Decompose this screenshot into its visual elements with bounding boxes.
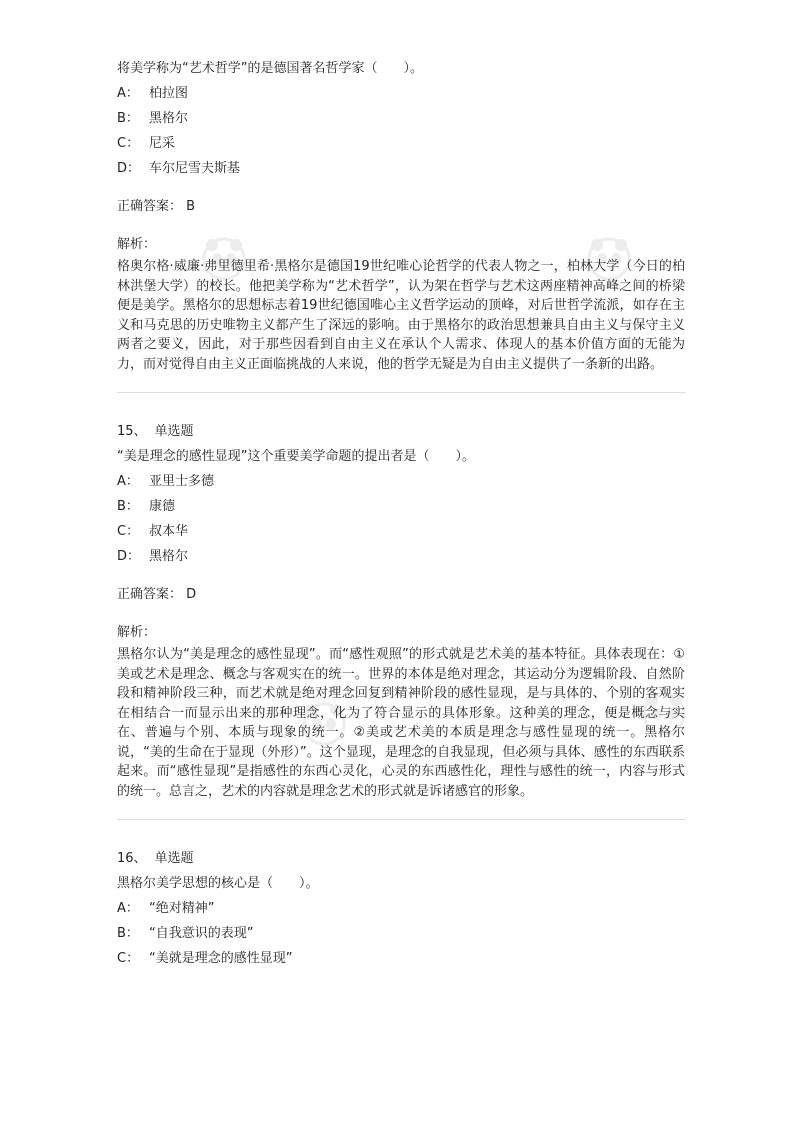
question-number: 15、 xyxy=(117,424,147,439)
correct-answer xyxy=(117,582,685,607)
answer-label: 正确答案： xyxy=(117,199,183,214)
question-type: 单选题 xyxy=(154,851,194,866)
option-label: D： xyxy=(117,549,141,564)
option-text: “自我意识的表现” xyxy=(149,926,254,941)
question-block xyxy=(117,846,685,971)
option-label: C： xyxy=(117,136,140,151)
question-type: 单选题 xyxy=(154,424,194,439)
question-header xyxy=(117,419,685,444)
option-a xyxy=(117,81,685,106)
question-stem: “美是理念的感性显现”这个重要美学命题的提出者是（ ）。 xyxy=(117,449,475,464)
option-a xyxy=(117,896,685,921)
question-block xyxy=(117,56,685,374)
answer-label: 正确答案： xyxy=(117,587,183,602)
option-label: A： xyxy=(117,901,139,916)
option-text: 尼采 xyxy=(149,136,176,151)
option-text: 叔本华 xyxy=(149,524,189,539)
question-header xyxy=(117,846,685,871)
option-a xyxy=(117,469,685,494)
option-c xyxy=(117,519,685,544)
question-number: 16、 xyxy=(117,851,147,866)
option-text: 康德 xyxy=(149,499,176,514)
option-b xyxy=(117,494,685,519)
option-label: B： xyxy=(117,499,139,514)
exam-document xyxy=(117,56,685,971)
option-d xyxy=(117,156,685,181)
option-label: A： xyxy=(117,86,139,101)
option-d xyxy=(117,544,685,569)
option-text: 黑格尔 xyxy=(149,549,189,564)
option-text: “绝对精神” xyxy=(149,901,215,916)
analysis-text: 格奥尔格·威廉·弗里德里希·黑格尔是德国19世纪唯心论哲学的代表人物之一，柏林大学（今日的柏林洪堡大学）的校长。他把美学称为“艺术哲学”，认为架在哲学与艺术这两座精神高峰之间的桥梁便是美学。黑格尔的思想标志着19世纪德国唯心主义哲学运动的顶峰，对后世哲学流派，如存在主义和马克思的历史唯物主义都产生了深远的影响。由于黑格尔的政治思想兼具自由主义与保守主义两者之要义，因此，对于那些因看到自由主义在承认个人需求、体现人的基本价值方面的无能为力，而对觉得自由主义正面临挑战的人来说，他的哲学无疑是为自由主义提供了一条新的出路。 xyxy=(117,259,685,372)
option-label: D： xyxy=(117,161,141,176)
correct-answer xyxy=(117,194,685,219)
option-b xyxy=(117,106,685,131)
analysis-text: 黑格尔认为“美是理念的感性显现”。而“感性观照”的形式就是艺术美的基本特征。具体表现在：①美或艺术是理念、概念与客观实在的统一。世界的本体是绝对理念，其运动分为逻辑阶段、自然阶段和精神阶段三种，而艺术就是绝对理念回复到精神阶段的感性显现，是与具体的、个别的客观实在相结合一而显示出来的那种理念，化为了符合显示的具体形象。这种美的理念，便是概念与实在、普遍与个别、本质与现象的统一。②美或艺术美的本质是理念与感性显现的统一。黑格尔说，“美的生命在于显现（外形）”。这个显现，是理念的自我显现，但必须与具体、感性的东西联系起来。而“感性显现”是指感性的东西心灵化，心灵的东西感性化，理性与感性的统一，内容与形式的统一。总言之，艺术的内容就是理念艺术的形式就是诉诸感官的形象。 xyxy=(117,647,685,799)
option-c xyxy=(117,946,685,971)
question-stem: 将美学称为“艺术哲学”的是德国著名哲学家（ ）。 xyxy=(117,61,423,76)
analysis-heading: 解析： xyxy=(117,625,157,640)
option-text: 亚里士多德 xyxy=(149,474,215,489)
option-c xyxy=(117,131,685,156)
option-label: C： xyxy=(117,524,140,539)
option-label: B： xyxy=(117,926,139,941)
option-b xyxy=(117,921,685,946)
answer-value: D xyxy=(186,587,197,602)
option-text: “美就是理念的感性显现” xyxy=(149,951,293,966)
option-text: 柏拉图 xyxy=(149,86,189,101)
option-text: 车尔尼雪夫斯基 xyxy=(149,161,241,176)
question-stem: 黑格尔美学思想的核心是（ ）。 xyxy=(117,876,319,891)
option-label: B： xyxy=(117,111,139,126)
answer-value: B xyxy=(186,199,196,214)
option-label: A： xyxy=(117,474,139,489)
analysis-heading: 解析： xyxy=(117,237,157,252)
option-text: 黑格尔 xyxy=(149,111,189,126)
question-block xyxy=(117,419,685,801)
option-label: C： xyxy=(117,951,140,966)
